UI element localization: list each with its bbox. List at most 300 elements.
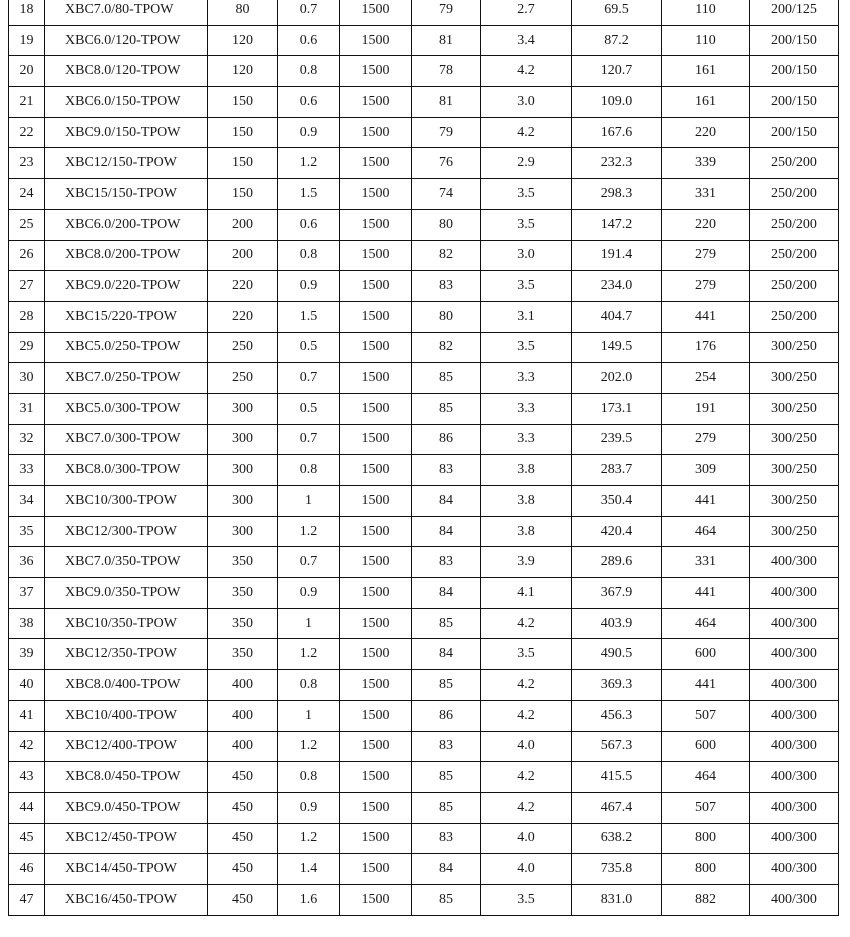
cell-motor-power: 331 (662, 547, 750, 578)
cell-row-number: 33 (9, 455, 45, 486)
cell-row-number: 47 (9, 884, 45, 915)
table-row (9, 424, 839, 455)
cell-pressure: 0.8 (278, 670, 340, 701)
cell-power: 367.9 (572, 578, 662, 609)
cell-pressure: 0.7 (278, 547, 340, 578)
cell-efficiency: 76 (412, 148, 481, 179)
table-row (9, 670, 839, 701)
cell-npsh: 3.5 (481, 271, 572, 302)
cell-speed: 1500 (340, 148, 412, 179)
cell-inlet-outlet: 200/150 (750, 56, 839, 87)
cell-power: 109.0 (572, 87, 662, 118)
cell-power: 831.0 (572, 884, 662, 915)
cell-efficiency: 85 (412, 884, 481, 915)
cell-model: XBC7.0/250-TPOW (45, 363, 208, 394)
cell-pressure: 1.6 (278, 884, 340, 915)
cell-pressure: 0.8 (278, 455, 340, 486)
cell-pressure: 1 (278, 700, 340, 731)
cell-efficiency: 84 (412, 639, 481, 670)
cell-row-number: 36 (9, 547, 45, 578)
cell-speed: 1500 (340, 209, 412, 240)
cell-power: 283.7 (572, 455, 662, 486)
cell-pressure: 1 (278, 608, 340, 639)
cell-motor-power: 441 (662, 486, 750, 517)
cell-efficiency: 83 (412, 271, 481, 302)
cell-power: 404.7 (572, 301, 662, 332)
cell-npsh: 4.2 (481, 792, 572, 823)
cell-model: XBC14/450-TPOW (45, 854, 208, 885)
cell-power: 234.0 (572, 271, 662, 302)
table-row (9, 25, 839, 56)
cell-speed: 1500 (340, 578, 412, 609)
cell-inlet-outlet: 250/200 (750, 148, 839, 179)
cell-speed: 1500 (340, 117, 412, 148)
cell-power: 298.3 (572, 179, 662, 210)
cell-npsh: 2.9 (481, 148, 572, 179)
cell-motor-power: 279 (662, 240, 750, 271)
cell-motor-power: 464 (662, 516, 750, 547)
cell-pressure: 0.7 (278, 363, 340, 394)
cell-inlet-outlet: 300/250 (750, 455, 839, 486)
cell-npsh: 3.8 (481, 486, 572, 517)
cell-motor-power: 191 (662, 393, 750, 424)
cell-motor-power: 279 (662, 424, 750, 455)
cell-inlet-outlet: 400/300 (750, 547, 839, 578)
cell-pressure: 0.8 (278, 762, 340, 793)
cell-pressure: 0.8 (278, 56, 340, 87)
cell-model: XBC10/350-TPOW (45, 608, 208, 639)
cell-row-number: 20 (9, 56, 45, 87)
cell-efficiency: 82 (412, 240, 481, 271)
cell-model: XBC12/150-TPOW (45, 148, 208, 179)
cell-pressure: 0.9 (278, 792, 340, 823)
cell-power: 420.4 (572, 516, 662, 547)
table-row (9, 363, 839, 394)
cell-motor-power: 507 (662, 700, 750, 731)
cell-row-number: 42 (9, 731, 45, 762)
cell-npsh: 3.5 (481, 209, 572, 240)
cell-inlet-outlet: 300/250 (750, 393, 839, 424)
cell-efficiency: 85 (412, 792, 481, 823)
table-row (9, 731, 839, 762)
cell-model: XBC8.0/200-TPOW (45, 240, 208, 271)
cell-model: XBC7.0/300-TPOW (45, 424, 208, 455)
cell-speed: 1500 (340, 56, 412, 87)
cell-npsh: 4.2 (481, 762, 572, 793)
cell-npsh: 3.0 (481, 240, 572, 271)
cell-power: 403.9 (572, 608, 662, 639)
cell-speed: 1500 (340, 762, 412, 793)
cell-model: XBC12/400-TPOW (45, 731, 208, 762)
cell-motor-power: 441 (662, 578, 750, 609)
cell-motor-power: 600 (662, 731, 750, 762)
cell-inlet-outlet: 400/300 (750, 823, 839, 854)
cell-model: XBC6.0/120-TPOW (45, 25, 208, 56)
cell-inlet-outlet: 250/200 (750, 271, 839, 302)
cell-row-number: 22 (9, 117, 45, 148)
cell-model: XBC15/150-TPOW (45, 179, 208, 210)
cell-flow: 300 (208, 455, 278, 486)
cell-model: XBC12/300-TPOW (45, 516, 208, 547)
cell-flow: 200 (208, 209, 278, 240)
cell-efficiency: 84 (412, 486, 481, 517)
cell-flow: 450 (208, 884, 278, 915)
cell-pressure: 0.6 (278, 25, 340, 56)
cell-power: 567.3 (572, 731, 662, 762)
cell-pressure: 1.4 (278, 854, 340, 885)
cell-row-number: 29 (9, 332, 45, 363)
cell-flow: 150 (208, 87, 278, 118)
cell-speed: 1500 (340, 608, 412, 639)
cell-speed: 1500 (340, 0, 412, 25)
cell-motor-power: 464 (662, 762, 750, 793)
cell-model: XBC8.0/300-TPOW (45, 455, 208, 486)
cell-pressure: 0.5 (278, 393, 340, 424)
cell-inlet-outlet: 400/300 (750, 792, 839, 823)
table-row (9, 792, 839, 823)
cell-efficiency: 83 (412, 547, 481, 578)
cell-power: 456.3 (572, 700, 662, 731)
cell-npsh: 2.7 (481, 0, 572, 25)
cell-model: XBC6.0/150-TPOW (45, 87, 208, 118)
cell-flow: 250 (208, 363, 278, 394)
cell-npsh: 3.5 (481, 639, 572, 670)
cell-motor-power: 339 (662, 148, 750, 179)
cell-motor-power: 110 (662, 25, 750, 56)
cell-efficiency: 81 (412, 87, 481, 118)
cell-inlet-outlet: 250/200 (750, 240, 839, 271)
cell-flow: 220 (208, 271, 278, 302)
cell-row-number: 28 (9, 301, 45, 332)
cell-speed: 1500 (340, 670, 412, 701)
cell-npsh: 4.1 (481, 578, 572, 609)
table-row (9, 639, 839, 670)
cell-efficiency: 83 (412, 823, 481, 854)
cell-model: XBC8.0/400-TPOW (45, 670, 208, 701)
cell-speed: 1500 (340, 731, 412, 762)
cell-power: 369.3 (572, 670, 662, 701)
cell-motor-power: 464 (662, 608, 750, 639)
table-row (9, 332, 839, 363)
cell-efficiency: 83 (412, 455, 481, 486)
cell-flow: 300 (208, 424, 278, 455)
cell-row-number: 26 (9, 240, 45, 271)
cell-motor-power: 254 (662, 363, 750, 394)
cell-motor-power: 110 (662, 0, 750, 25)
cell-row-number: 30 (9, 363, 45, 394)
cell-row-number: 23 (9, 148, 45, 179)
cell-pressure: 1.2 (278, 731, 340, 762)
cell-speed: 1500 (340, 486, 412, 517)
cell-npsh: 4.2 (481, 700, 572, 731)
cell-flow: 400 (208, 731, 278, 762)
cell-flow: 200 (208, 240, 278, 271)
cell-model: XBC9.0/220-TPOW (45, 271, 208, 302)
cell-speed: 1500 (340, 240, 412, 271)
cell-efficiency: 74 (412, 179, 481, 210)
cell-power: 350.4 (572, 486, 662, 517)
cell-row-number: 18 (9, 0, 45, 25)
cell-row-number: 35 (9, 516, 45, 547)
table-row (9, 486, 839, 517)
cell-power: 735.8 (572, 854, 662, 885)
cell-inlet-outlet: 200/125 (750, 0, 839, 25)
cell-npsh: 4.0 (481, 823, 572, 854)
cell-efficiency: 86 (412, 424, 481, 455)
cell-npsh: 4.2 (481, 56, 572, 87)
cell-npsh: 4.2 (481, 608, 572, 639)
cell-power: 147.2 (572, 209, 662, 240)
cell-pressure: 0.7 (278, 424, 340, 455)
cell-pressure: 1.2 (278, 516, 340, 547)
cell-npsh: 3.8 (481, 516, 572, 547)
cell-row-number: 39 (9, 639, 45, 670)
cell-power: 289.6 (572, 547, 662, 578)
cell-speed: 1500 (340, 823, 412, 854)
table-body (9, 0, 839, 915)
table-row (9, 56, 839, 87)
table-row (9, 240, 839, 271)
cell-motor-power: 279 (662, 271, 750, 302)
cell-efficiency: 85 (412, 393, 481, 424)
cell-model: XBC6.0/200-TPOW (45, 209, 208, 240)
cell-speed: 1500 (340, 424, 412, 455)
cell-pressure: 1.2 (278, 639, 340, 670)
cell-row-number: 34 (9, 486, 45, 517)
cell-motor-power: 507 (662, 792, 750, 823)
cell-speed: 1500 (340, 271, 412, 302)
cell-flow: 150 (208, 117, 278, 148)
cell-pressure: 1.2 (278, 148, 340, 179)
cell-row-number: 41 (9, 700, 45, 731)
cell-pressure: 1 (278, 486, 340, 517)
cell-inlet-outlet: 250/200 (750, 301, 839, 332)
cell-motor-power: 220 (662, 209, 750, 240)
cell-npsh: 3.0 (481, 87, 572, 118)
cell-speed: 1500 (340, 25, 412, 56)
cell-model: XBC16/450-TPOW (45, 884, 208, 915)
cell-power: 167.6 (572, 117, 662, 148)
cell-flow: 250 (208, 332, 278, 363)
cell-motor-power: 800 (662, 823, 750, 854)
cell-motor-power: 161 (662, 87, 750, 118)
cell-npsh: 3.5 (481, 884, 572, 915)
cell-inlet-outlet: 300/250 (750, 424, 839, 455)
cell-model: XBC9.0/150-TPOW (45, 117, 208, 148)
cell-inlet-outlet: 400/300 (750, 884, 839, 915)
cell-speed: 1500 (340, 363, 412, 394)
cell-power: 202.0 (572, 363, 662, 394)
table-row (9, 700, 839, 731)
cell-efficiency: 80 (412, 301, 481, 332)
cell-speed: 1500 (340, 179, 412, 210)
cell-inlet-outlet: 200/150 (750, 87, 839, 118)
cell-efficiency: 85 (412, 670, 481, 701)
cell-efficiency: 84 (412, 854, 481, 885)
cell-npsh: 3.8 (481, 455, 572, 486)
cell-npsh: 3.5 (481, 179, 572, 210)
cell-inlet-outlet: 400/300 (750, 608, 839, 639)
cell-row-number: 37 (9, 578, 45, 609)
cell-motor-power: 176 (662, 332, 750, 363)
table-row (9, 455, 839, 486)
cell-row-number: 32 (9, 424, 45, 455)
cell-model: XBC5.0/250-TPOW (45, 332, 208, 363)
table-row (9, 179, 839, 210)
cell-power: 467.4 (572, 792, 662, 823)
cell-efficiency: 78 (412, 56, 481, 87)
table-row (9, 762, 839, 793)
cell-npsh: 4.2 (481, 670, 572, 701)
cell-efficiency: 79 (412, 117, 481, 148)
cell-motor-power: 220 (662, 117, 750, 148)
cell-flow: 120 (208, 56, 278, 87)
cell-pressure: 0.5 (278, 332, 340, 363)
cell-efficiency: 85 (412, 762, 481, 793)
cell-pressure: 0.6 (278, 87, 340, 118)
cell-motor-power: 309 (662, 455, 750, 486)
cell-efficiency: 84 (412, 516, 481, 547)
cell-flow: 450 (208, 762, 278, 793)
cell-npsh: 3.3 (481, 424, 572, 455)
cell-row-number: 46 (9, 854, 45, 885)
cell-npsh: 3.4 (481, 25, 572, 56)
cell-inlet-outlet: 300/250 (750, 332, 839, 363)
cell-efficiency: 81 (412, 25, 481, 56)
cell-inlet-outlet: 200/150 (750, 117, 839, 148)
cell-row-number: 25 (9, 209, 45, 240)
cell-power: 415.5 (572, 762, 662, 793)
cell-row-number: 27 (9, 271, 45, 302)
cell-speed: 1500 (340, 455, 412, 486)
table-row (9, 87, 839, 118)
cell-flow: 400 (208, 670, 278, 701)
cell-motor-power: 161 (662, 56, 750, 87)
cell-flow: 120 (208, 25, 278, 56)
cell-row-number: 21 (9, 87, 45, 118)
table-row (9, 148, 839, 179)
cell-pressure: 1.2 (278, 823, 340, 854)
cell-row-number: 43 (9, 762, 45, 793)
cell-efficiency: 80 (412, 209, 481, 240)
cell-row-number: 38 (9, 608, 45, 639)
table-row (9, 608, 839, 639)
cell-row-number: 44 (9, 792, 45, 823)
table-row (9, 0, 839, 25)
cell-inlet-outlet: 400/300 (750, 639, 839, 670)
cell-speed: 1500 (340, 700, 412, 731)
cell-motor-power: 800 (662, 854, 750, 885)
cell-motor-power: 441 (662, 670, 750, 701)
cell-flow: 450 (208, 854, 278, 885)
cell-flow: 300 (208, 486, 278, 517)
cell-npsh: 3.1 (481, 301, 572, 332)
table-row (9, 884, 839, 915)
cell-flow: 350 (208, 578, 278, 609)
table-row (9, 271, 839, 302)
cell-model: XBC10/300-TPOW (45, 486, 208, 517)
cell-inlet-outlet: 300/250 (750, 363, 839, 394)
cell-power: 638.2 (572, 823, 662, 854)
cell-inlet-outlet: 300/250 (750, 516, 839, 547)
cell-power: 87.2 (572, 25, 662, 56)
cell-flow: 350 (208, 608, 278, 639)
cell-inlet-outlet: 250/200 (750, 209, 839, 240)
cell-power: 173.1 (572, 393, 662, 424)
cell-flow: 80 (208, 0, 278, 25)
cell-model: XBC5.0/300-TPOW (45, 393, 208, 424)
cell-flow: 300 (208, 393, 278, 424)
cell-pressure: 0.9 (278, 271, 340, 302)
table-row (9, 393, 839, 424)
cell-pressure: 1.5 (278, 179, 340, 210)
cell-flow: 400 (208, 700, 278, 731)
cell-model: XBC7.0/350-TPOW (45, 547, 208, 578)
cell-efficiency: 86 (412, 700, 481, 731)
table-row (9, 547, 839, 578)
cell-inlet-outlet: 400/300 (750, 670, 839, 701)
cell-row-number: 31 (9, 393, 45, 424)
cell-inlet-outlet: 200/150 (750, 25, 839, 56)
cell-speed: 1500 (340, 393, 412, 424)
cell-speed: 1500 (340, 792, 412, 823)
cell-pressure: 1.5 (278, 301, 340, 332)
cell-speed: 1500 (340, 87, 412, 118)
cell-npsh: 3.5 (481, 332, 572, 363)
cell-flow: 450 (208, 823, 278, 854)
cell-flow: 220 (208, 301, 278, 332)
cell-efficiency: 85 (412, 363, 481, 394)
cell-inlet-outlet: 400/300 (750, 578, 839, 609)
cell-model: XBC12/350-TPOW (45, 639, 208, 670)
cell-inlet-outlet: 400/300 (750, 700, 839, 731)
cell-power: 120.7 (572, 56, 662, 87)
cell-efficiency: 83 (412, 731, 481, 762)
cell-npsh: 3.9 (481, 547, 572, 578)
table-row (9, 209, 839, 240)
cell-row-number: 40 (9, 670, 45, 701)
cell-inlet-outlet: 400/300 (750, 854, 839, 885)
cell-flow: 450 (208, 792, 278, 823)
cell-speed: 1500 (340, 516, 412, 547)
table-row (9, 516, 839, 547)
cell-model: XBC10/400-TPOW (45, 700, 208, 731)
table-row (9, 854, 839, 885)
cell-inlet-outlet: 250/200 (750, 179, 839, 210)
cell-speed: 1500 (340, 854, 412, 885)
cell-inlet-outlet: 400/300 (750, 762, 839, 793)
cell-efficiency: 85 (412, 608, 481, 639)
table-row (9, 301, 839, 332)
cell-power: 490.5 (572, 639, 662, 670)
cell-power: 69.5 (572, 0, 662, 25)
cell-npsh: 4.2 (481, 117, 572, 148)
cell-model: XBC9.0/350-TPOW (45, 578, 208, 609)
cell-inlet-outlet: 400/300 (750, 731, 839, 762)
cell-flow: 350 (208, 547, 278, 578)
cell-flow: 350 (208, 639, 278, 670)
cell-model: XBC8.0/450-TPOW (45, 762, 208, 793)
cell-power: 191.4 (572, 240, 662, 271)
cell-motor-power: 600 (662, 639, 750, 670)
cell-pressure: 0.9 (278, 578, 340, 609)
cell-motor-power: 882 (662, 884, 750, 915)
cell-pressure: 0.7 (278, 0, 340, 25)
cell-efficiency: 79 (412, 0, 481, 25)
cell-motor-power: 331 (662, 179, 750, 210)
cell-model: XBC8.0/120-TPOW (45, 56, 208, 87)
table-row (9, 823, 839, 854)
